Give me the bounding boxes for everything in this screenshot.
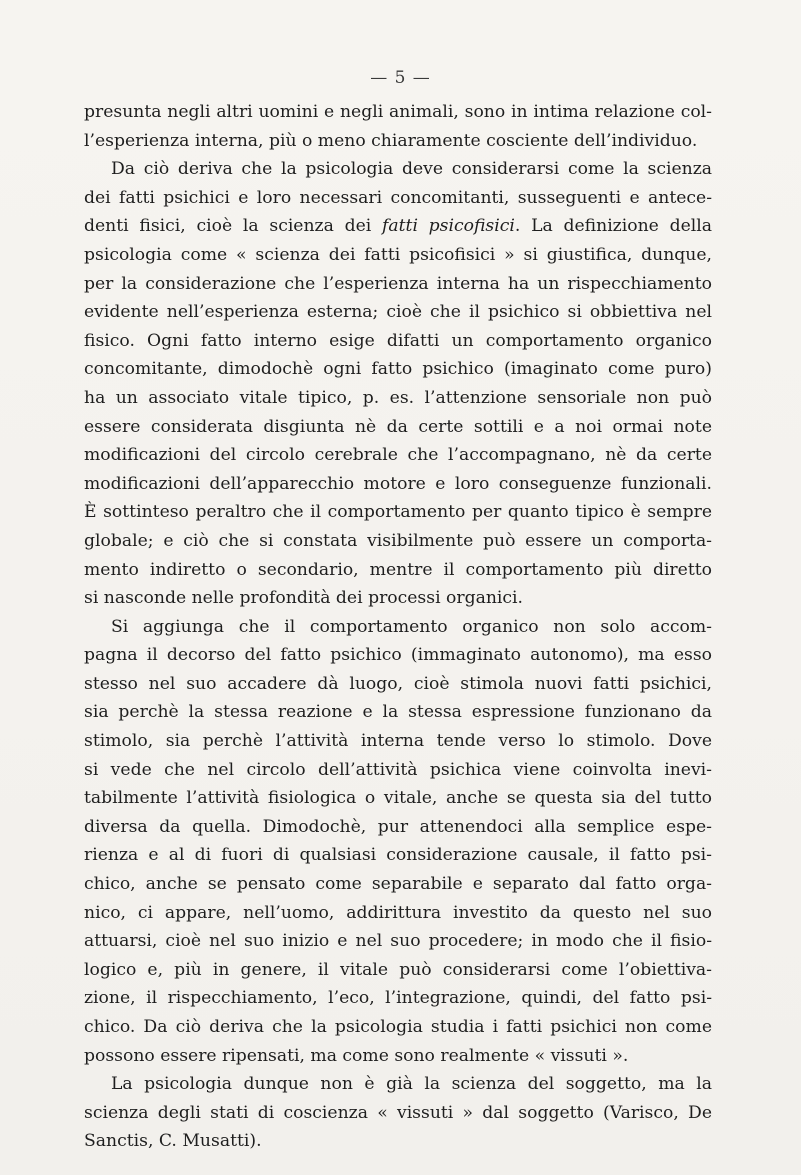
- text-line: stimolo, sia perchè l’attività interna tende verso lo stimolo. Dove: [84, 731, 712, 752]
- text-line: si vede che nel circolo dell’attività psichica viene coinvolta inevi-: [84, 759, 712, 780]
- text-line: rienza e al di fuori di qualsiasi considerazione causale, il fatto psi-: [84, 845, 712, 866]
- body-text: [84, 98, 712, 1156]
- text-line: nico, ci appare, nell’uomo, addirittura investito da questo nel suo: [84, 902, 712, 923]
- text-line: modificazioni dell’apparecchio motore e loro conseguenze funzionali.: [84, 473, 712, 494]
- text-line: evidente nell’esperienza esterna; cioè che il psichico si obbiettiva nel: [84, 302, 712, 323]
- text-line: psicologia come « scienza dei fatti psicofisici » si giustifica, dunque,: [84, 244, 712, 265]
- text-line: Sanctis, C. Musatti).: [84, 1131, 262, 1152]
- text-line: per la considerazione che l’esperienza interna ha un rispecchiamento: [84, 273, 712, 294]
- text-line: concomitante, dimodochè ogni fatto psichico (imaginato come puro): [84, 359, 712, 380]
- emphasis: fatti psicofisici: [382, 216, 515, 237]
- text-line: modificazioni del circolo cerebrale che l’accompagnano, nè da certe: [84, 445, 712, 466]
- text-line: Da ciò deriva che la psicologia deve considerarsi come la scienza: [111, 159, 712, 180]
- text-line: chico, anche se pensato come separabile e separato dal fatto orga-: [84, 874, 712, 895]
- text-line: Si aggiunga che il comportamento organico non solo accom-: [111, 616, 712, 637]
- text-line: ha un associato vitale tipico, p. es. l’attenzione sensoriale non può: [84, 387, 712, 408]
- text-line: possono essere ripensati, ma come sono realmente « vissuti ».: [84, 1045, 629, 1066]
- text-line: tabilmente l’attività fisiologica o vitale, anche se questa sia del tutto: [84, 788, 712, 809]
- text-line: l’esperienza interna, più o meno chiaramente cosciente dell’individuo.: [84, 130, 698, 151]
- text-line: stesso nel suo accadere dà luogo, cioè stimola nuovi fatti psichici,: [84, 673, 712, 694]
- text-line: si nasconde nelle profondità dei processi organici.: [84, 588, 523, 609]
- text-line: presunta negli altri uomini e negli animali, sono in intima relazione col-: [84, 102, 712, 122]
- page-number: — 5 —: [370, 68, 431, 88]
- text-line: mento indiretto o secondario, mentre il comportamento più diretto: [84, 559, 712, 580]
- text-line: denti fisici, cioè la scienza dei fatti psicofisici. La definizione della: [84, 216, 712, 237]
- text-line: zione, il rispecchiamento, l’eco, l’integrazione, quindi, del fatto psi-: [84, 988, 712, 1009]
- text-line: La psicologia dunque non è già la scienza del soggetto, ma la: [111, 1074, 712, 1095]
- text-line: chico. Da ciò deriva che la psicologia studia i fatti psichici non come: [84, 1017, 712, 1037]
- text-line: essere considerata disgiunta nè da certe sottili e a noi ormai note: [84, 416, 712, 437]
- text-line: logico e, più in genere, il vitale può considerarsi come l’obiettiva-: [84, 959, 712, 980]
- text-line: scienza degli stati di coscienza « vissuti » dal soggetto (Varisco, De: [84, 1102, 712, 1123]
- text-line: È sottinteso peraltro che il comportamento per quanto tipico è sempre: [84, 502, 712, 523]
- text-line: diversa da quella. Dimodochè, pur attenendoci alla semplice espe-: [84, 816, 712, 837]
- text-line: dei fatti psichici e loro necessari concomitanti, susseguenti e antece-: [84, 187, 712, 208]
- text-line: globale; e ciò che si constata visibilmente può essere un comporta-: [84, 530, 712, 551]
- text-line: sia perchè la stessa reazione e la stessa espressione funzionano da: [84, 702, 712, 723]
- text-line: attuarsi, cioè nel suo inizio e nel suo procedere; in modo che il fisio-: [84, 931, 712, 952]
- text-line: fisico. Ogni fatto interno esige difatti un comportamento organico: [84, 330, 712, 351]
- text-line: pagna il decorso del fatto psichico (immaginato autonomo), ma esso: [84, 645, 712, 666]
